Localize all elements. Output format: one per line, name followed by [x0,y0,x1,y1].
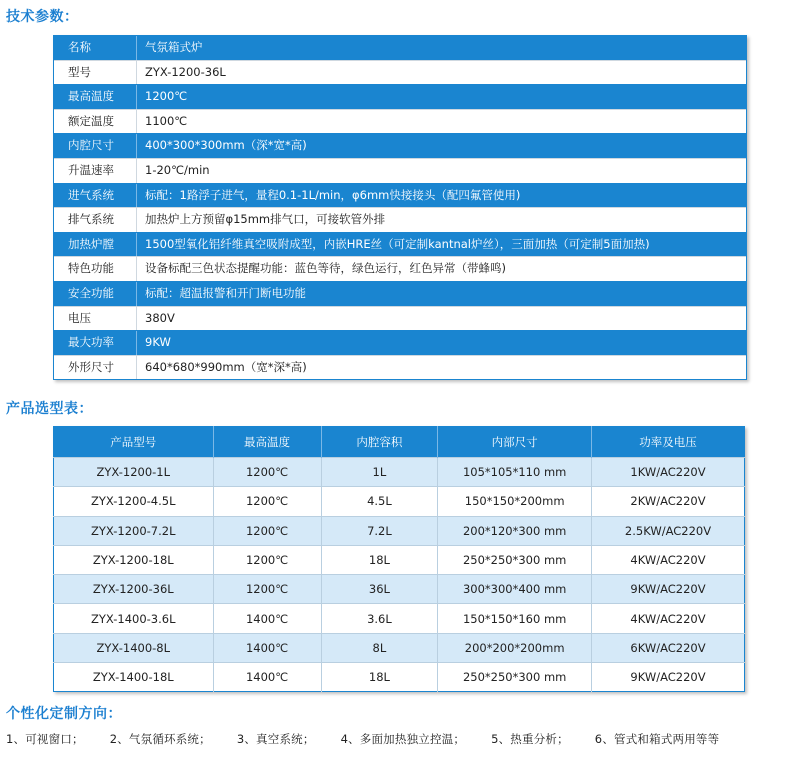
table-cell: 200*200*200mm [438,633,592,662]
table-cell: 4KW/AC220V [592,545,745,574]
custom-option: 2、气氛循环系统； [109,732,211,746]
table-cell: 200*120*300 mm [438,516,592,545]
custom-option: 6、管式和箱式两用等等 [594,732,720,746]
table-cell: 300*300*400 mm [438,575,592,604]
spec-row [54,158,746,183]
table-cell: 150*150*160 mm [438,604,592,633]
models-header-cell: 内腔容积 [321,427,438,458]
spec-value: 9KW [145,335,171,350]
models-header-cell: 内部尺寸 [438,427,592,458]
table-cell: 2.5KW/AC220V [592,516,745,545]
spec-key: 名称 [54,36,137,60]
table-cell: ZYX-1400-8L [54,633,214,662]
table-cell: ZYX-1200-36L [54,575,214,604]
table-cell: 1200℃ [213,575,321,604]
spec-row [54,281,746,306]
models-header-cell: 产品型号 [54,427,214,458]
spec-row [54,256,746,281]
table-cell: 9KW/AC220V [592,575,745,604]
table-row [54,663,745,692]
spec-key: 进气系统 [54,184,137,208]
table-cell: 1400℃ [213,604,321,633]
custom-section-title: 个性化定制方向： [6,706,122,722]
spec-row [54,306,746,331]
custom-option: 5、热重分析； [491,732,569,746]
models-table [53,426,745,692]
table-cell: 4.5L [321,487,438,516]
spec-row [54,109,746,134]
models-header-cell: 最高温度 [213,427,321,458]
table-cell: 1200℃ [213,516,321,545]
table-row [54,575,745,604]
models-header-row [54,427,745,458]
table-cell: 250*250*300 mm [438,545,592,574]
spec-section-title: 技术参数： [6,9,79,25]
table-cell: 150*150*200mm [438,487,592,516]
custom-options-list [6,731,745,747]
table-cell: 1200℃ [213,487,321,516]
spec-key: 排气系统 [54,208,137,232]
table-cell: 7.2L [321,516,438,545]
spec-row [54,36,746,60]
spec-value: 标配：1路浮子进气，量程0.1-1L/min，φ6mm快接接头（配四氟管使用) [145,187,521,202]
table-cell: ZYX-1200-1L [54,458,214,487]
table-cell: 4KW/AC220V [592,604,745,633]
spec-table [53,35,747,380]
spec-row [54,133,746,158]
table-cell: 2KW/AC220V [592,487,745,516]
table-cell: ZYX-1400-3.6L [54,604,214,633]
table-cell: 1400℃ [213,663,321,692]
custom-option: 1、可视窗口； [6,732,84,746]
table-cell: 9KW/AC220V [592,663,745,692]
spec-value: 标配：超温报警和开门断电功能 [145,285,306,300]
table-cell: 36L [321,575,438,604]
table-row [54,458,745,487]
table-row [54,545,745,574]
spec-key: 外形尺寸 [54,356,137,380]
spec-value: ZYX-1200-36L [145,64,226,79]
spec-row [54,330,746,355]
table-row [54,487,745,516]
spec-key: 额定温度 [54,110,137,134]
table-cell: 1200℃ [213,458,321,487]
spec-row [54,355,746,380]
table-row [54,604,745,633]
spec-key: 安全功能 [54,282,137,306]
spec-row [54,84,746,109]
spec-value: 设备标配三色状态提醒功能：蓝色等待，绿色运行，红色异常（带蜂鸣) [145,261,506,276]
table-cell: 18L [321,663,438,692]
table-cell: 6KW/AC220V [592,633,745,662]
models-section-title: 产品选型表： [6,401,93,417]
table-cell: ZYX-1200-7.2L [54,516,214,545]
spec-key: 升温速率 [54,159,137,183]
custom-option: 3、真空系统； [236,732,315,746]
spec-value: 380V [145,310,175,325]
spec-row [54,207,746,232]
custom-option: 4、多面加热独立控温； [340,732,466,746]
table-cell: 250*250*300 mm [438,663,592,692]
spec-value: 1200℃ [145,89,188,104]
table-cell: 18L [321,545,438,574]
spec-key: 最大功率 [54,331,137,355]
spec-row [54,232,746,257]
table-cell: 1200℃ [213,545,321,574]
spec-value: 气氛箱式炉 [145,40,203,54]
spec-value: 1-20℃/min [145,162,210,177]
spec-value: 加热炉上方预留φ15mm排气口，可接软管外排 [145,212,386,227]
spec-value: 1500型氧化铝纤维真空吸附成型，内嵌HRE丝（可定制kantnal炉丝），三面加热（可定制5面加热) [145,236,650,251]
table-cell: ZYX-1200-18L [54,545,214,574]
table-cell: ZYX-1200-4.5L [54,487,214,516]
table-cell: 1KW/AC220V [592,458,745,487]
spec-key: 最高温度 [54,85,137,109]
table-row [54,633,745,662]
spec-key: 加热炉膛 [54,233,137,257]
table-cell: 105*105*110 mm [438,458,592,487]
table-cell: 1400℃ [213,633,321,662]
spec-key: 特色功能 [54,257,137,281]
spec-key: 电压 [54,307,137,331]
table-row [54,516,745,545]
table-cell: 3.6L [321,604,438,633]
spec-row [54,183,746,208]
table-cell: 1L [321,458,438,487]
spec-key: 型号 [54,61,137,85]
spec-value: 640*680*990mm（宽*深*高) [145,359,307,374]
table-cell: 8L [321,633,438,662]
spec-row [54,60,746,85]
spec-value: 1100℃ [145,113,188,128]
models-header-cell: 功率及电压 [592,427,745,458]
spec-key: 内腔尺寸 [54,134,137,158]
spec-value: 400*300*300mm（深*宽*高) [145,138,307,153]
table-cell: ZYX-1400-18L [54,663,214,692]
